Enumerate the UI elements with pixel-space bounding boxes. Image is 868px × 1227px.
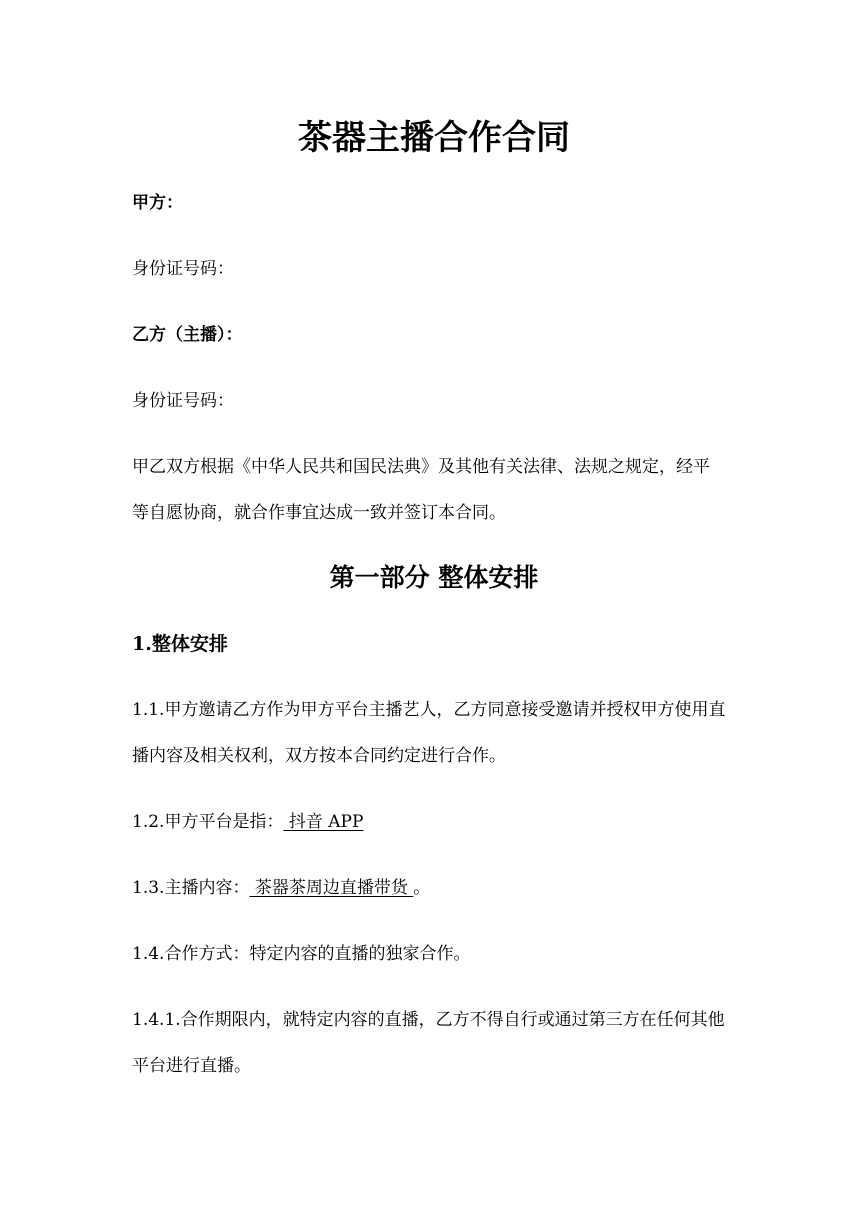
- clause-1-3-label: 1.3.主播内容：: [132, 878, 250, 898]
- preamble-line-1: 甲乙双方根据《中华人民共和国民法典》及其他有关法律、法规之规定，经平: [132, 457, 710, 477]
- party-a-id-label: 身份证号码：: [132, 259, 234, 279]
- clause-1-1-line-1: 1.1.甲方邀请乙方作为甲方平台主播艺人，乙方同意接受邀请并授权甲方使用直: [132, 700, 726, 720]
- clause-1-4: 1.4.合作方式：特定内容的直播的独家合作。: [132, 944, 471, 964]
- party-a-label: 甲方：: [132, 193, 183, 213]
- section-1-heading: 1.整体安排: [132, 633, 228, 655]
- clause-1-4-1-line-1: 1.4.1.合作期限内，就特定内容的直播，乙方不得自行或通过第三方在任何其他: [132, 1010, 725, 1030]
- content-value: 茶器茶周边直播带货: [249, 878, 414, 898]
- clause-1-4-1-line-2: 平台进行直播。: [132, 1056, 251, 1076]
- clause-1-1-line-2: 播内容及相关权利，双方按本合同约定进行合作。: [132, 746, 506, 766]
- preamble-line-2: 等自愿协商，就合作事宜达成一致并签订本合同。: [132, 503, 506, 523]
- party-b-id-label: 身份证号码：: [132, 391, 234, 411]
- document-title: 茶器主播合作合同: [298, 118, 570, 158]
- clause-1-3: [132, 875, 742, 901]
- clause-1-3-end: 。: [413, 878, 431, 898]
- party-b-label: 乙方（主播）：: [132, 325, 243, 345]
- part-1-title: 第一部分 整体安排: [329, 563, 539, 592]
- clause-1-2: [132, 809, 742, 835]
- clause-1-2-label: 1.2.甲方平台是指：: [132, 812, 284, 832]
- platform-value: 抖音 APP: [283, 812, 364, 832]
